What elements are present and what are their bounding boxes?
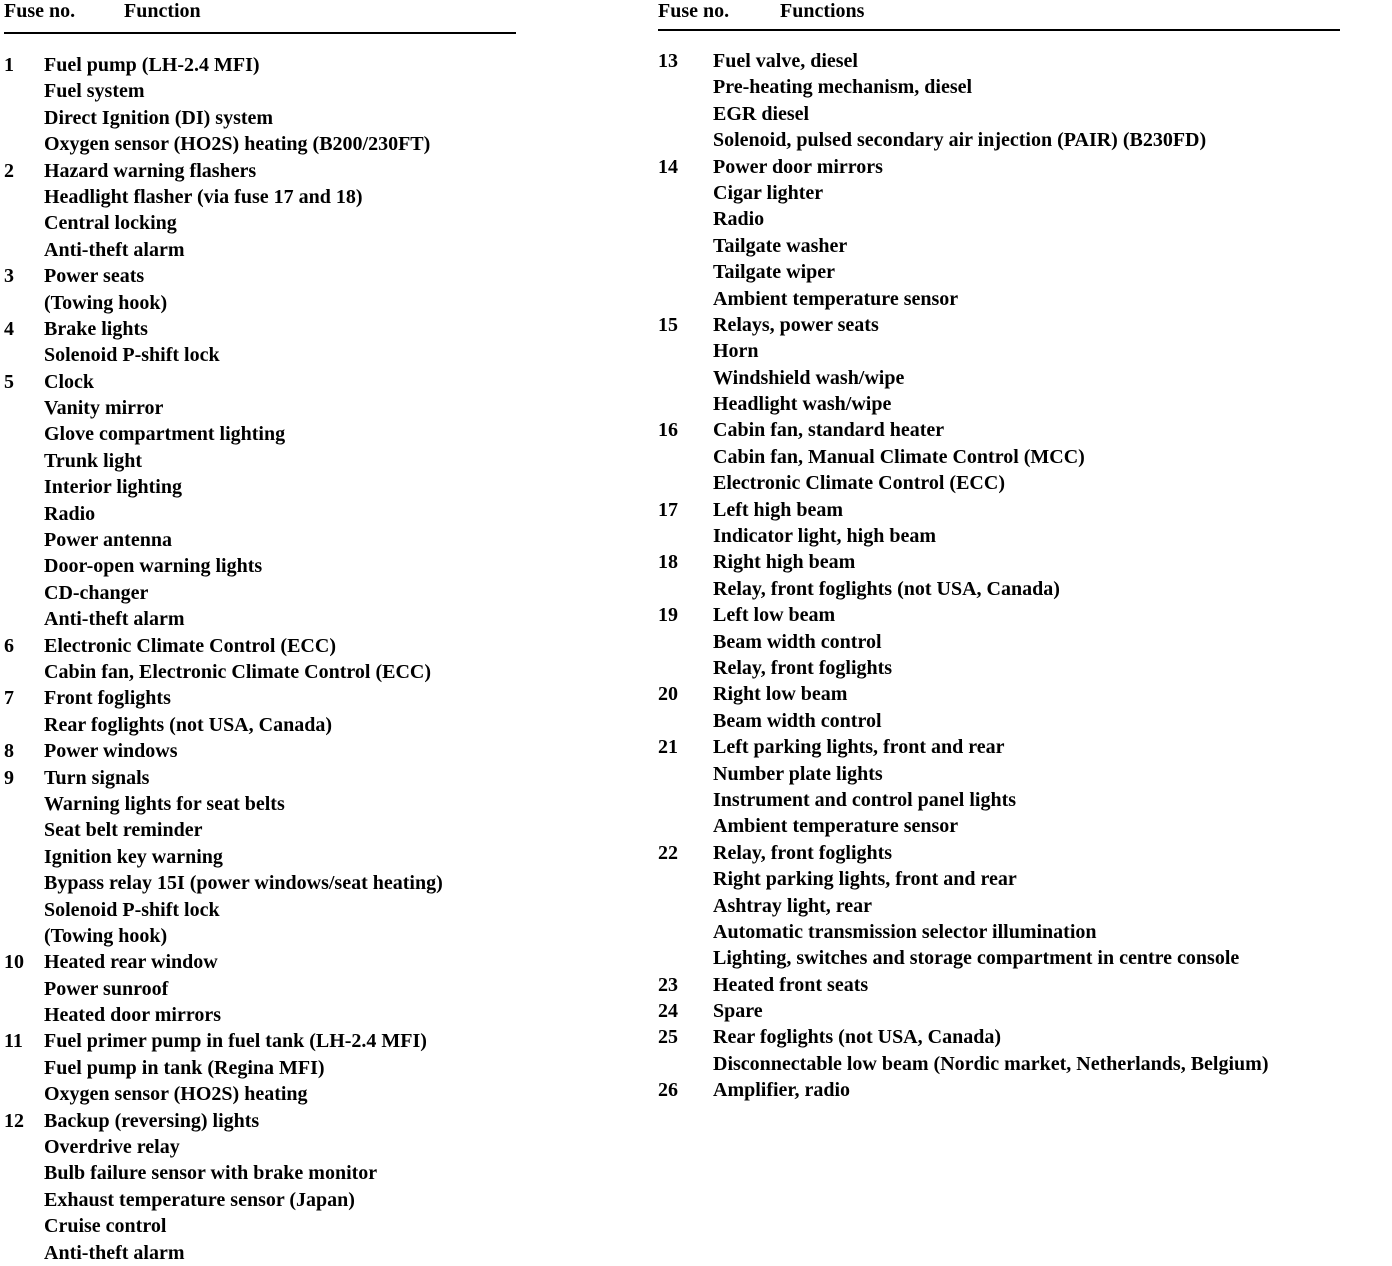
header-rule bbox=[4, 32, 516, 34]
function-line: Tailgate washer bbox=[713, 234, 848, 257]
function-line: Door-open warning lights bbox=[44, 555, 263, 578]
fuse-number: 11 bbox=[4, 1030, 23, 1053]
function-line: Cruise control bbox=[44, 1215, 167, 1238]
function-line: Instrument and control panel lights bbox=[713, 788, 1017, 811]
function-line: Power antenna bbox=[44, 529, 172, 552]
fuse-entry bbox=[4, 949, 524, 1028]
function-line: Heated front seats bbox=[713, 973, 869, 996]
function-line: Fuel primer pump in fuel tank (LH-2.4 MFI) bbox=[44, 1030, 427, 1053]
fuse-functions bbox=[4, 685, 524, 738]
fuse-number: 24 bbox=[658, 1000, 678, 1023]
fuse-entry bbox=[658, 417, 1388, 496]
fuse-table-left bbox=[4, 0, 524, 1264]
function-line: Solenoid P-shift lock bbox=[44, 898, 220, 921]
fuse-entry bbox=[4, 633, 524, 686]
function-line: Headlight wash/wipe bbox=[713, 393, 892, 416]
fuse-entry bbox=[4, 1108, 524, 1266]
fuse-entry bbox=[4, 263, 524, 316]
function-line: Right parking lights, front and rear bbox=[713, 868, 1017, 891]
function-line: Left parking lights, front and rear bbox=[713, 736, 1005, 759]
fuse-number: 25 bbox=[658, 1026, 678, 1049]
function-line: Heated rear window bbox=[44, 951, 218, 974]
function-line: Power seats bbox=[44, 265, 145, 288]
function-line: Solenoid, pulsed secondary air injection (PAIR) (B230FD) bbox=[713, 129, 1207, 152]
function-line: Right high beam bbox=[713, 551, 856, 574]
fuse-entry bbox=[658, 998, 1388, 1024]
fuse-functions bbox=[658, 549, 1388, 602]
fuse-functions bbox=[4, 369, 524, 633]
function-line: Front foglights bbox=[44, 687, 171, 710]
fuse-number: 20 bbox=[658, 683, 678, 706]
table-header bbox=[658, 0, 1388, 26]
fuse-functions bbox=[658, 1077, 1388, 1103]
function-line: Headlight flasher (via fuse 17 and 18) bbox=[44, 185, 363, 208]
fuse-functions bbox=[658, 681, 1388, 734]
fuse-functions bbox=[658, 972, 1388, 998]
fuse-number: 2 bbox=[4, 159, 14, 182]
function-line: Ambient temperature sensor bbox=[713, 815, 959, 838]
function-line: Power windows bbox=[44, 740, 178, 763]
fuse-entry bbox=[4, 158, 524, 264]
fuse-entry bbox=[658, 48, 1388, 154]
function-line: Bypass relay 15I (power windows/seat heating) bbox=[44, 872, 443, 895]
function-line: Clock bbox=[44, 370, 94, 393]
fuse-number: 8 bbox=[4, 740, 14, 763]
function-line: Windshield wash/wipe bbox=[713, 366, 905, 389]
function-line: Power door mirrors bbox=[713, 155, 883, 178]
function-line: Oxygen sensor (HO2S) heating bbox=[44, 1083, 308, 1106]
function-line: (Towing hook) bbox=[44, 291, 168, 314]
function-line: EGR diesel bbox=[713, 102, 810, 125]
table-header bbox=[4, 0, 524, 26]
function-line: Rear foglights (not USA, Canada) bbox=[44, 713, 332, 736]
function-line: Solenoid P-shift lock bbox=[44, 344, 220, 367]
function-line: Fuel pump (LH-2.4 MFI) bbox=[44, 54, 260, 76]
fuse-functions bbox=[4, 633, 524, 686]
function-line: Electronic Climate Control (ECC) bbox=[44, 634, 336, 657]
function-line: Vanity mirror bbox=[44, 397, 164, 420]
function-line: Number plate lights bbox=[713, 762, 883, 785]
fuse-entry bbox=[4, 765, 524, 950]
fuse-functions bbox=[4, 1028, 524, 1107]
fuse-number: 9 bbox=[4, 766, 14, 789]
fuse-functions bbox=[4, 738, 524, 764]
function-line: Glove compartment lighting bbox=[44, 423, 286, 446]
function-line: Direct Ignition (DI) system bbox=[44, 106, 274, 129]
fuse-entry bbox=[658, 681, 1388, 734]
fuse-entry bbox=[4, 685, 524, 738]
fuse-entry bbox=[658, 1024, 1388, 1077]
fuse-entry bbox=[4, 1028, 524, 1107]
function-line: Exhaust temperature sensor (Japan) bbox=[44, 1188, 355, 1211]
function-line: Relay, front foglights bbox=[713, 656, 893, 679]
function-line: Radio bbox=[713, 208, 765, 231]
fuse-number: 12 bbox=[4, 1109, 24, 1132]
fuse-functions bbox=[4, 316, 524, 369]
fuse-number: 22 bbox=[658, 841, 678, 864]
fuse-entry bbox=[658, 154, 1388, 312]
fuse-number: 21 bbox=[658, 736, 678, 759]
function-line: Left low beam bbox=[713, 604, 836, 627]
fuse-entry bbox=[658, 602, 1388, 681]
function-line: Horn bbox=[713, 340, 759, 363]
function-line: Bulb failure sensor with brake monitor bbox=[44, 1162, 378, 1185]
fuse-no-heading: Fuse no. bbox=[658, 0, 730, 22]
function-line: Cabin fan, Electronic Climate Control (ECC) bbox=[44, 660, 432, 683]
fuse-number: 6 bbox=[4, 634, 14, 657]
fuse-functions bbox=[658, 998, 1388, 1024]
function-line: Right low beam bbox=[713, 683, 848, 706]
function-line: Seat belt reminder bbox=[44, 819, 203, 842]
fuse-number: 4 bbox=[4, 317, 14, 340]
fuse-functions bbox=[4, 1108, 524, 1266]
fuse-functions bbox=[658, 417, 1388, 496]
function-line: Lighting, switches and storage compartment in centre console bbox=[713, 947, 1240, 970]
function-line: Ignition key warning bbox=[44, 845, 223, 868]
function-line: Tailgate wiper bbox=[713, 261, 836, 284]
fuse-number: 14 bbox=[658, 155, 678, 178]
fuse-functions bbox=[4, 263, 524, 316]
function-line: Fuel pump in tank (Regina MFI) bbox=[44, 1056, 325, 1079]
fuse-functions bbox=[4, 949, 524, 1028]
function-line: Disconnectable low beam (Nordic market, Netherlands, Belgium) bbox=[713, 1052, 1269, 1075]
function-line: Ashtray light, rear bbox=[713, 894, 873, 917]
function-line: Interior lighting bbox=[44, 476, 182, 499]
function-line: Cigar lighter bbox=[713, 181, 824, 204]
fuse-number: 17 bbox=[658, 498, 678, 521]
function-line: Left high beam bbox=[713, 498, 843, 521]
fuse-no-heading: Fuse no. bbox=[4, 0, 76, 22]
header-rule bbox=[658, 29, 1340, 31]
fuse-number: 18 bbox=[658, 551, 678, 574]
fuse-entry bbox=[658, 497, 1388, 550]
function-line: Relays, power seats bbox=[713, 313, 879, 336]
function-line: Hazard warning flashers bbox=[44, 159, 257, 182]
fuse-functions bbox=[4, 765, 524, 950]
fuse-functions bbox=[658, 840, 1388, 972]
function-line: Electronic Climate Control (ECC) bbox=[713, 472, 1005, 495]
function-line: Spare bbox=[713, 1000, 763, 1023]
function-line: Turn signals bbox=[44, 766, 150, 789]
fuse-functions bbox=[658, 154, 1388, 312]
fuse-functions bbox=[4, 52, 524, 158]
function-line: Pre-heating mechanism, diesel bbox=[713, 76, 973, 99]
fuse-table-right bbox=[658, 0, 1388, 1102]
fuse-entry bbox=[658, 1077, 1388, 1103]
function-line: Heated door mirrors bbox=[44, 1004, 222, 1027]
fuse-entry bbox=[658, 840, 1388, 972]
fuse-number: 3 bbox=[4, 265, 14, 288]
fuse-entry bbox=[4, 369, 524, 633]
function-line: Power sunroof bbox=[44, 977, 169, 1000]
function-line: Indicator light, high beam bbox=[713, 525, 936, 548]
fuse-functions bbox=[658, 602, 1388, 681]
fuse-entry bbox=[4, 316, 524, 369]
fuse-functions bbox=[658, 734, 1388, 840]
function-line: Anti-theft alarm bbox=[44, 238, 185, 261]
fuse-entry bbox=[4, 52, 524, 158]
fuse-number: 13 bbox=[658, 50, 678, 72]
fuse-list bbox=[4, 52, 524, 1266]
function-line: Automatic transmission selector illumination bbox=[713, 920, 1097, 943]
fuse-number: 1 bbox=[4, 54, 14, 76]
fuse-functions bbox=[658, 497, 1388, 550]
fuse-list bbox=[658, 48, 1388, 1104]
function-heading: Functions bbox=[780, 0, 865, 22]
function-heading: Function bbox=[124, 0, 201, 22]
function-line: Radio bbox=[44, 502, 96, 525]
fuse-entry bbox=[658, 972, 1388, 998]
function-line: Anti-theft alarm bbox=[44, 1241, 185, 1264]
function-line: Beam width control bbox=[713, 630, 882, 653]
function-line: Amplifier, radio bbox=[713, 1079, 851, 1102]
fuse-entry bbox=[658, 312, 1388, 418]
function-line: Beam width control bbox=[713, 709, 882, 732]
function-line: Brake lights bbox=[44, 317, 148, 340]
function-line: (Towing hook) bbox=[44, 924, 168, 947]
fuse-number: 7 bbox=[4, 687, 14, 710]
function-line: Overdrive relay bbox=[44, 1136, 180, 1159]
fuse-number: 19 bbox=[658, 604, 678, 627]
fuse-entry bbox=[658, 734, 1388, 840]
function-line: Fuel system bbox=[44, 80, 145, 103]
fuse-functions bbox=[658, 1024, 1388, 1077]
fuse-functions bbox=[658, 312, 1388, 418]
function-line: Central locking bbox=[44, 212, 177, 235]
fuse-functions bbox=[4, 158, 524, 264]
function-line: Relay, front foglights bbox=[713, 841, 893, 864]
fuse-number: 26 bbox=[658, 1079, 678, 1102]
function-line: Anti-theft alarm bbox=[44, 608, 185, 631]
function-line: CD-changer bbox=[44, 581, 149, 604]
fuse-number: 15 bbox=[658, 313, 678, 336]
fuse-entry bbox=[4, 738, 524, 764]
function-line: Trunk light bbox=[44, 449, 142, 472]
function-line: Cabin fan, standard heater bbox=[713, 419, 945, 442]
fuse-number: 5 bbox=[4, 370, 14, 393]
function-line: Rear foglights (not USA, Canada) bbox=[713, 1026, 1001, 1049]
fuse-entry bbox=[658, 549, 1388, 602]
function-line: Cabin fan, Manual Climate Control (MCC) bbox=[713, 445, 1085, 468]
fuse-number: 16 bbox=[658, 419, 678, 442]
function-line: Warning lights for seat belts bbox=[44, 792, 285, 815]
function-line: Backup (reversing) lights bbox=[44, 1109, 260, 1132]
function-line: Relay, front foglights (not USA, Canada) bbox=[713, 577, 1060, 600]
fuse-number: 10 bbox=[4, 951, 24, 974]
fuse-functions bbox=[658, 48, 1388, 154]
function-line: Oxygen sensor (HO2S) heating (B200/230FT) bbox=[44, 133, 431, 156]
function-line: Ambient temperature sensor bbox=[713, 287, 959, 310]
function-line: Fuel valve, diesel bbox=[713, 50, 858, 72]
fuse-number: 23 bbox=[658, 973, 678, 996]
